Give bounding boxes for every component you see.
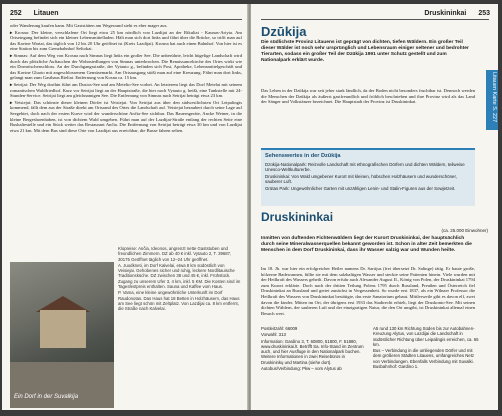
accommodation-entry: Klopreise: Ančia, Ideonos, angrenzt nette Gaststuben und freundlichen Zimmern. DZ ab 40 € inkl. Vytauto 2, T. 39687, 30175 Geöffnet täglich von 12–24 Uhr geöffnet.	[118, 246, 232, 262]
right-running-head: Druskininkai	[424, 10, 467, 17]
section-lead: Die südlichste Provinz Litauens ist geprägt von dichten, tiefen Wäldern. Ein großer Teil dieser Wälder ist noch sehr ursprünglich und Lebensraum einiger seltener und bedrohter Tierarten, sodass ein großer Teil der Dzūkija 1991 unter Schutz gestellt und zum Nationalpark erklärt wurde.	[261, 40, 469, 63]
city-body	[261, 266, 475, 317]
population-note: (ca. 25.000 Einwohner)	[441, 228, 488, 233]
section-body	[261, 88, 475, 106]
sights-infobox	[261, 148, 475, 206]
info-entry: Bus – Verbindung in die umliegenden Dörfer und mit dem größeren Städten Litauens, umfangreiches Netz von Verbindungen. Ebenfalls Verbindung mit Suvalki. Busbahnhof: Gardino 1.	[373, 348, 475, 370]
left-header-rule	[10, 19, 242, 20]
photo-caption: Ein Dorf in der Suvalkija	[14, 394, 79, 400]
infobox-item: Druskininkai: Von Wald umgebener Kurort mit kleinen, hübschen Holzhäusern und wunderschöner, sauberer Luft.	[265, 173, 457, 185]
infobox-item: Grūtas Park: Ungewöhnlicher Garten mit unzähligen Lenin- und Stalin-Figuren aus der Sowjetzeit.	[265, 185, 456, 191]
accommodation-list	[118, 246, 242, 313]
village-road	[10, 362, 114, 408]
paragraph: Im 18. Jh. war hier ein erfolgreicher Heiler namens Dr. Sartijus (frei übersetzt Dr. Salinge) tätig. Er baute große, hölzerne Badewannen, füllte sie mit dem salzhaltigen Wasser und steckte seine Patienten hinein. Viele wurden mit der Heilkraft des Wassers geheilt. Davon erfuhr auch Alexander August II., König von Polen, der Druskininkai 1794 zum Kurort erklärte. Doch nach der dritten Teilung Polens 1795 durch Russland, Preußen und Österreich fiel Druskininkai an Russland und geriet zunächst in Vergessenheit. So wurde erst 1837, als ein Wilnaer Professor die Heilkraft des Wassers von Druskininkai bestätigte, das erste Sanatorium gebaut. Mittlerweile gibt es davon elf, zwei davon die kinder. Mitten im Ort, der übrigens erst 1933 das Stadtrecht erhielt, liegt der Druskonio-See. Mit seinen dichten Wäldern, der sauberen Luft und der einzigartigen Natur, die den Ort umgibt, ist Druskininkai allemal einen Besuch wert.	[261, 266, 475, 316]
chapter-tab	[486, 70, 498, 130]
right-header-rule	[261, 19, 489, 20]
city-lead: Inmitten von duftenden Fichtenwäldern liegt der Kurort Druskininkai, der hauptsächlich durch seine Mineralwasserquellen bekannt geworden ist. Schon in alter Zeit bemerkten die Menschen in dem Dorf Druskininkai, dass ihr Wasser salzig war und Wunden heilte.	[261, 236, 472, 253]
paragraph-simnas: ▸ Simnas: Auf dem Weg von Krosna nach Simnas liegt links ein großer See. Die unberührte, leicht hügelige Landschaft wird durch das plötzliche Auftauchen der Wohnsiedlungen von Simnas unterbrochen. Die Renaissancekirche des Ortes wirkt wie ein Dornröschenschloss. An der Durchgangsstraße, der Vytauto g., befinden sich Post, Apotheke, Lebensmittelgeschäft und das Kavine Gluoto mit angeschlossenem Gemüsemarkt. Am Ortsausgang stößt man auf eine Kreuzung. Fährt man dort links, gelangt man zum Gasthaus Rieliai. Entfernung von Kosna ca. 15 km.	[10, 52, 242, 81]
info-entry: A5 rund 130 km Richtung Süden bis zur Autobahnen-Kreuzung Alytus, von Lazdijai die Landschaft in südöstlicher Richtung über Leipalingis erreichen, ca. 65 km.	[373, 326, 479, 347]
info-entry: Information: Gardino 3, T. 60800, 51800, F. 51880, www.druskininkai.lt. Betrifft Sa. Info-Stand im Zentrum auch, und hier Ausfluge in den Nationalpark buchen. Weitere Informationen in zwei Reisebüros in Druskininkų und Martina (siehe dort).	[261, 338, 364, 365]
practical-info-right	[373, 326, 479, 370]
house-wall	[40, 310, 86, 348]
right-page-number: 253	[478, 10, 490, 17]
right-page	[251, 4, 498, 410]
paragraph-krosna: ▸ Krosna: Der kleine, verschlafene Ort liegt etwa 25 km nördlich von Lazdijai an der Rikuliai - Kaunas-Ariyta. Am Ortseingang befindet sich ein kleiner Lebensmittelladen. Hält man sich dort links und fährt über die Brücke, so trifft man auf das Kavine Wartai, das täglich von 12 bis 20 Uhr geöffnet ist (Kreis Lazdijai). Krosna hat auch einen Bahnhof. Von hier ist es eine Station bis zum Grenzbahnhof Šeštokai.	[10, 29, 242, 52]
arrow-icon: ▸	[10, 52, 13, 58]
practical-info-left	[261, 326, 367, 372]
paragraph-seirijai: ▸ Seirijai: Der Weg dorthin führt am Dusios-See und am Metelio-See vorbei. An letzterem liegt das Dorf Metelai mit seinem romantischen Waldfriedhof. Kurz vor Seirijai liegt an der Hauptstraße, die hier noch Vytauto g. heißt, eine Tankstelle mit 24-Stunden-Service. Seirijai liegt am gleichnamigen See. Die Entfernung von Simnas nach Seirijai beträgt etwa 23 km.	[10, 81, 242, 99]
infobox-title: Sehenswertes in der Dzūkija	[265, 153, 341, 159]
info-entry: Vorwahl: 313	[261, 332, 286, 338]
left-page-number: 252	[10, 10, 22, 17]
accommodation-entry: P. Vama, eine kleine ungewöhnliche Unterkunft im Dorf Raudonotas. Das Haus hat 18 Betten in Holzhäusern, das Haus am See liegt schön mit Zeltplatz. Von Lazdijai ca. 8 km entfernt, die Straße nach Kalvelai.	[118, 290, 240, 312]
arrow-icon: ▸	[10, 81, 13, 87]
left-main-text	[10, 23, 242, 134]
right-page-header	[424, 10, 490, 17]
infobox-items	[265, 162, 471, 192]
left-running-head: Litauen	[33, 10, 59, 17]
paragraph-veisiejai: ▸ Veisiejai: Das schönste dieser kleinen Dörfer ist Veisiejai. Von Seirijai aus über den südwestlichsten Ort Leipalingis kommend, fällt dem aus der Straße direkt am Ortsrand des Ortes die Landschaft auf. Veisiejai bezaubert durch seine Lage auf Seegebiet, doch nach der ersten Kurve wird der wunderschöne Ančia-See sichtbar. Das Bauerngeräte, Ancke Weiner, in die kleine Bergeshoenhaben, ist von dichtem Wald umgeben. Führt man auf der Lazdijai-Straße entlang der rechten Seite eine Bushaltestelle und ein Stück weiter das Restaurant Ančia. Die Entfernung von Seirijai beträgt etwa 30 km und von Lazdijai etwa 21 km. Mit dem Bus sind diese Orte von Lazdijai aus erreichbar, die Busse fahren selten.	[10, 99, 242, 133]
info-entry: Postleitzahl: 66009	[261, 326, 298, 331]
arrow-icon: ▸	[10, 29, 13, 35]
info-entry: Autobus/Verbindung: Pkw – vom Alytus ab	[261, 366, 342, 372]
infobox-item: Dzūkija-Nationalpark: Reizvolle Landschaft mit ethnografischen Dörfern und dichten Wäldern, teilweise Unesco-Weltkulturerbe.	[265, 162, 465, 173]
left-page-header	[10, 10, 59, 17]
village-photo	[10, 262, 114, 408]
section-title: Dzūkija	[261, 24, 307, 39]
paragraph: oder Wanderung kaufen kann. Mit Gaststätten am Wegesrand sieht es eher mager aus.	[10, 23, 168, 28]
accommodation-entry: A. Juodkneti, im Dorf Kalvelai, etwa 8 km südöstlich von Veisiejai. Gehobenes sicher und ruhig, leckere Nordlitauische Traditionsküche. DZ zwischen 38 und 45 €, inkl. Frühstück. Zugang zu unserem Ufer 3, 4 km, inkl. 5 KM. Die Kosten sind im Tagesfestpreis enthalten. Sauna und Kaffee vom Haus.	[118, 262, 241, 290]
paragraph: Das Leben in der Dzūkija war seit jeher stark ländlich, da der Boden nicht besonders fruchtbar ist. Dennoch werden die Menschen der Dzūkija als äußerst gastfreundlich und fröhlich beschrieben und ihre Provinz wird als das Land der Sänger und Volkstänzer bezeichnet. Die Hauptstadt der Provinz ist Druskininkai.	[261, 88, 475, 105]
left-page	[2, 4, 248, 410]
arrow-icon: ▸	[10, 99, 13, 105]
city-title: Druskininkai	[261, 210, 334, 224]
chapter-tab-label: Litauen Karte S. 227	[491, 72, 497, 123]
